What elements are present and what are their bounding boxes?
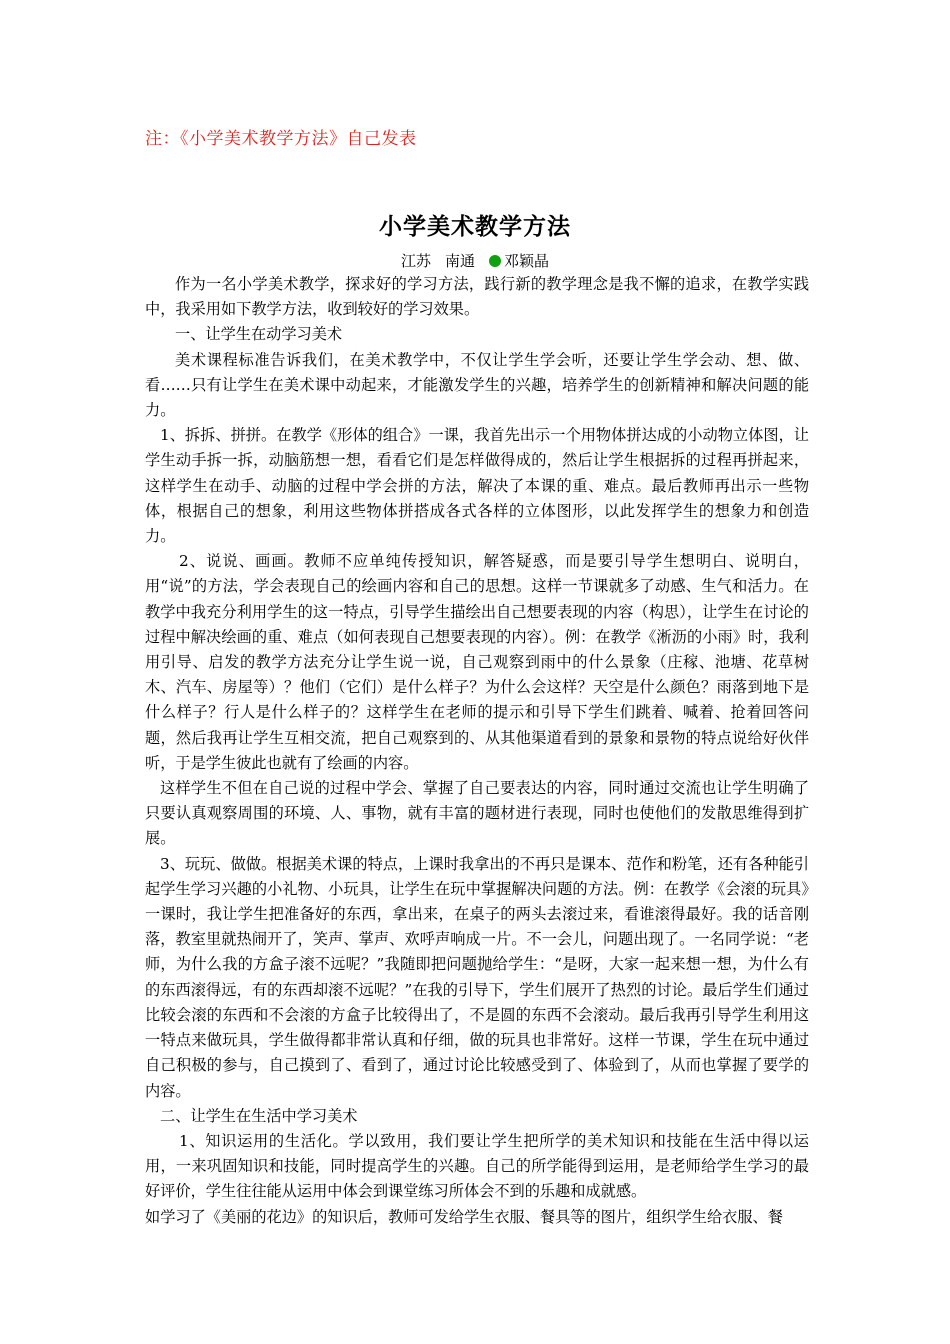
body-paragraph: 1、拆拆、拼拼。在教学《形体的组合》一课，我首先出示一个用物体拼达成的小动物立体图，让学生动手拆一拆，动脑筋想一想，看看它们是怎样做得成的，然后让学生根据拆的过程再拼起来，这样学生在动手、动脑的过程中学会拼的方法，解决了本课的重、难点。最后教师再出示一些物体，根据自己的想象，利用这些物体拼搭成各式各样的立体图形，以此发挥学生的想象力和创造力。 bbox=[145, 426, 809, 546]
article-body bbox=[145, 272, 809, 1230]
article-title: 小学美术教学方法 bbox=[379, 213, 571, 240]
body-paragraph: 这样学生不但在自己说的过程中学会、掌握了自己要表达的内容，同时通过交流也让学生明确了只要认真观察周围的环境、人、事物，就有丰富的题材进行表现，同时也使他们的发散思维得到扩展。 bbox=[145, 779, 809, 848]
author-city: 南通 bbox=[444, 252, 475, 270]
body-paragraph: 2、说说、画画。教师不应单纯传授知识，解答疑惑，而是要引导学生想明白、说明白，用“说”的方法，学会表现自己的绘画内容和自己的思想。这样一节课就多了动感、生气和活力。在教学中我充分利用学生的这一特点，引导学生描绘出自己想要表现的内容（构思），让学生在讨论的过程中解决绘画的重、难点（如何表现自己想要表现的内容）。例：在教学《淅沥的小雨》时，我利用引导、启发的教学方法充分让学生说一说，自己观察到雨中的什么景象（庄稼、池塘、花草树木、汽车、房屋等）？他们（它们）是什么样子？为什么会这样？天空是什么颜色？雨落到地下是什么样子？行人是什么样子的？这样学生在老师的提示和引导下学生们跳着、喊着、抢着回答问题，然后我再让学生互相交流，把自己观察到的、从其他渠道看到的景象和景物的特点说给好伙伴听，于是学生彼此也就有了绘画的内容。 bbox=[145, 552, 809, 772]
publication-note: 注：《小学美术教学方法》自己发表 bbox=[145, 129, 417, 149]
intro-paragraph: 作为一名小学美术教学，探求好的学习方法，践行新的教学理念是我不懈的追求，在教学实践中，我采用如下教学方法，收到较好的学习效果。 bbox=[145, 275, 809, 319]
author-name: 邓颖晶 bbox=[504, 252, 550, 270]
bullet-dot-icon bbox=[489, 255, 501, 267]
body-paragraph: 3、玩玩、做做。根据美术课的特点，上课时我拿出的不再只是课本、范作和粉笔，还有各种能引起学生学习兴趣的小礼物、小玩具，让学生在玩中掌握解决问题的方法。例：在教学《会滚的玩具》一课时，我让学生把准备好的东西，拿出来，在桌子的两头去滚过来，看谁滚得最好。我的话音刚落，教室里就热闹开了，笑声、掌声、欢呼声响成一片。不一会儿，问题出现了。一名同学说：“老师，为什么我的方盒子滚不远呢？”我随即把问题抛给学生：“是呀，大家一起来想一想，为什么有的东西滚得远，有的东西却滚不远呢？”在我的引导下，学生们展开了热烈的讨论。最后学生们通过比较会滚的东西和不会滚的方盒子比较得出了，不是圆的东西不会滚动。最后我再引导学生利用这一特点来做玩具，学生做得都非常认真和仔细，做的玩具也非常好。这样一节课，学生在玩中通过自己积极的参与，自己摸到了、看到了，通过讨论比较感受到了、体验到了，从而也掌握了要学的内容。 bbox=[145, 854, 809, 1100]
body-paragraph: 美术课程标准告诉我们，在美术教学中，不仅让学生学会听，还要让学生学会动、想、做、看……只有让学生在美术课中动起来，才能激发学生的兴趣，培养学生的创新精神和解决问题的能力。 bbox=[145, 350, 809, 420]
section-heading-1: 一、让学生在动学习美术 bbox=[175, 325, 343, 344]
author-line bbox=[0, 250, 950, 271]
author-province: 江苏 bbox=[400, 252, 431, 270]
section-heading-2: 二、让学生在生活中学习美术 bbox=[160, 1106, 358, 1125]
body-paragraph: 如学习了《美丽的花边》的知识后，教师可发给学生衣服、餐具等的图片，组织学生给衣服、餐 bbox=[145, 1207, 783, 1226]
body-paragraph: 1、知识运用的生活化。学以致用，我们要让学生把所学的美术知识和技能在生活中得以运用，一来巩固知识和技能，同时提高学生的兴趣。自己的所学能得到运用，是老师给学生学习的最好评价，学生往往能从运用中体会到课堂练习所体会不到的乐趣和成就感。 bbox=[145, 1131, 809, 1201]
